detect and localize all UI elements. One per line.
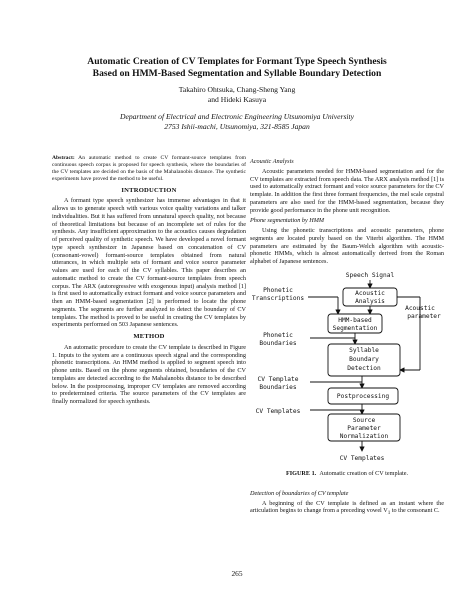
cv-templates-mid: CV Templates [255,407,301,415]
page-number: 265 [231,569,243,578]
acoustic-parameter-l1: Acoustic [405,304,435,312]
detection-heading: Detection of boundaries of CV template [250,489,349,497]
figure-1 [250,270,444,478]
method-paragraph: An automatic procedure to create the CV template is described in Figure 1. Inputs to the system are a continuous speech signal and the corresponding phonetic transcriptions. An HMM method is applied to segment speech into phone units. Based on the phone segments obtained, boundaries of the CV templates are detected according to the Mahalanobis distance to be described below. In the postprocessing, improper CV templates are removed according to predetermined criteria. The source parameters of the CV templates are finally normalized for speech synthesis. [52,343,246,406]
acoustic-analysis-paragraph: Acoustic parameters needed for HMM-based segmentation and for the CV templates are extracted from speech data. The ARX analysis method [1] is used to automatically extract formant and voice source parameters for the CV template. In addition the first three formant frequencies, the mel scale cepstral parameters are also used for the HMM-based segmentation, because they provide good performance in the phone unit recognition. [250,167,444,214]
phone-segmentation-paragraph: Using the phonetic transcriptions and acoustic parameters, phone segments are located purely based on the Viterbi algorithm. The HMM parameters are estimated by the Baum-Welch algorithm with acoustic-phonetic HMMs, which is almost automatically derived from the Roman alphabet of Japanese sentences. [250,227,444,265]
acoustic-parameter-l2: parameter [407,312,441,320]
affiliation-line-2: 2753 Ishii-machi, Utsunomiya, 321-8585 Japan [164,121,310,131]
postprocessing-label: Postprocessing [336,392,390,400]
cv-template-boundaries-l1: CV Template [257,375,299,383]
phonetic-transcriptions-l1: Phonetic [263,286,293,294]
source-l1: Source [352,416,376,424]
detection-text: A beginning of the CV template is defined as an instant where the articulation begins to change from a preceding vowel V [250,499,444,515]
author-line-2: and Hideki Kasuya [207,94,267,104]
flowchart [250,270,444,478]
syllable-l1: Syllable [349,346,379,354]
author-line-1: Takahiro Ohtsuka, Chang-Sheng Yang [178,85,296,94]
affiliation-line-1: Department of Electrical and Electronic Engineering Utsunomiya University [119,112,355,121]
cv-templates-output: CV Templates [339,454,385,462]
method-heading: METHOD [133,333,165,341]
source-l3: Normalization [339,432,389,440]
phonetic-boundaries-l1: Phonetic [263,331,293,339]
paper-title [60,56,414,79]
abstract-text: An automatic method to create CV formant-source templates from continuous speech corpus is proposed for speech synthesis, where the boundaries of the CV templates are decided on the basis of the Mahalanobis distance. The synthetic experiments have proved the method to be useful. [52,155,246,182]
speech-signal-label: Speech Signal [345,271,395,279]
figure-caption-text: Automatic creation of CV template. [319,469,409,477]
phonetic-transcriptions-l2: Transcriptions [251,294,305,302]
detection-subscript: 1 [387,510,391,517]
source-l2: Parameter [347,424,381,432]
acoustic-analysis-l1: Acoustic [355,289,385,297]
hmm-l1: HMM-based [338,316,372,324]
detection-paragraph [250,500,444,519]
figure-caption [250,470,444,478]
title-line-2: Based on HMM-Based Segmentation and Syllable Boundary Detection [92,67,382,79]
acoustic-analysis-heading: Acoustic Analysis [250,158,294,165]
introduction-heading: INTRODUCTION [121,186,177,194]
phonetic-boundaries-l2: Boundaries [259,339,297,347]
phone-segmentation-heading: Phone segmentation by HMM [250,217,325,225]
detection-text-end: to the consonant C. [390,507,440,515]
left-column [52,155,246,406]
authors [140,85,334,104]
cv-template-boundaries-l2: Boundaries [259,383,297,391]
right-column [250,155,444,518]
abstract-label: Abstract: [52,155,75,161]
acoustic-analysis-l2: Analysis [355,297,385,305]
syllable-l3: Detection [347,364,381,372]
syllable-l2: Boundary [349,355,379,363]
figure-caption-label: FIGURE 1. [285,469,317,477]
hmm-l2: Segmentation [332,324,378,332]
introduction-paragraph: A formant type speech synthesizer has immense advantages in that it allows us to generate speech with various voice quality variations and talker individualities. But it has suffered from unnatural speech quality, not because of theoretical limitations but because of an incomplete set of rules for the synthesis. Any insufficient approximation to the acoustics causes degradation of perceived quality of synthetic speech. We have developed a novel formant type speech synthesizer in Japanese based on concatenation of CV (consonant-vowel) formant-source templates obtained from natural utterances, in which multiple sets of formant and voice source parameter values are used for each of the CV syllables. This paper describes an automatic method to create the CV formant-source templates from speech corpus. The ARX (autoregressive with exogenous input) analysis method [1] is first used to automatically extract formant and voice source parameters and then an HMM-based segmentation [2] is performed to locate the phone segments. The segments are further analyzed to detect the boundary of CV templates. The method is proved to be useful in creating the CV templates by experiments performed on 503 Japanese sentences. [52,197,246,329]
affiliation [90,112,384,131]
abstract [52,155,246,183]
title-line-1: Automatic Creation of CV Templates for Formant Type Speech Synthesis [87,56,387,67]
